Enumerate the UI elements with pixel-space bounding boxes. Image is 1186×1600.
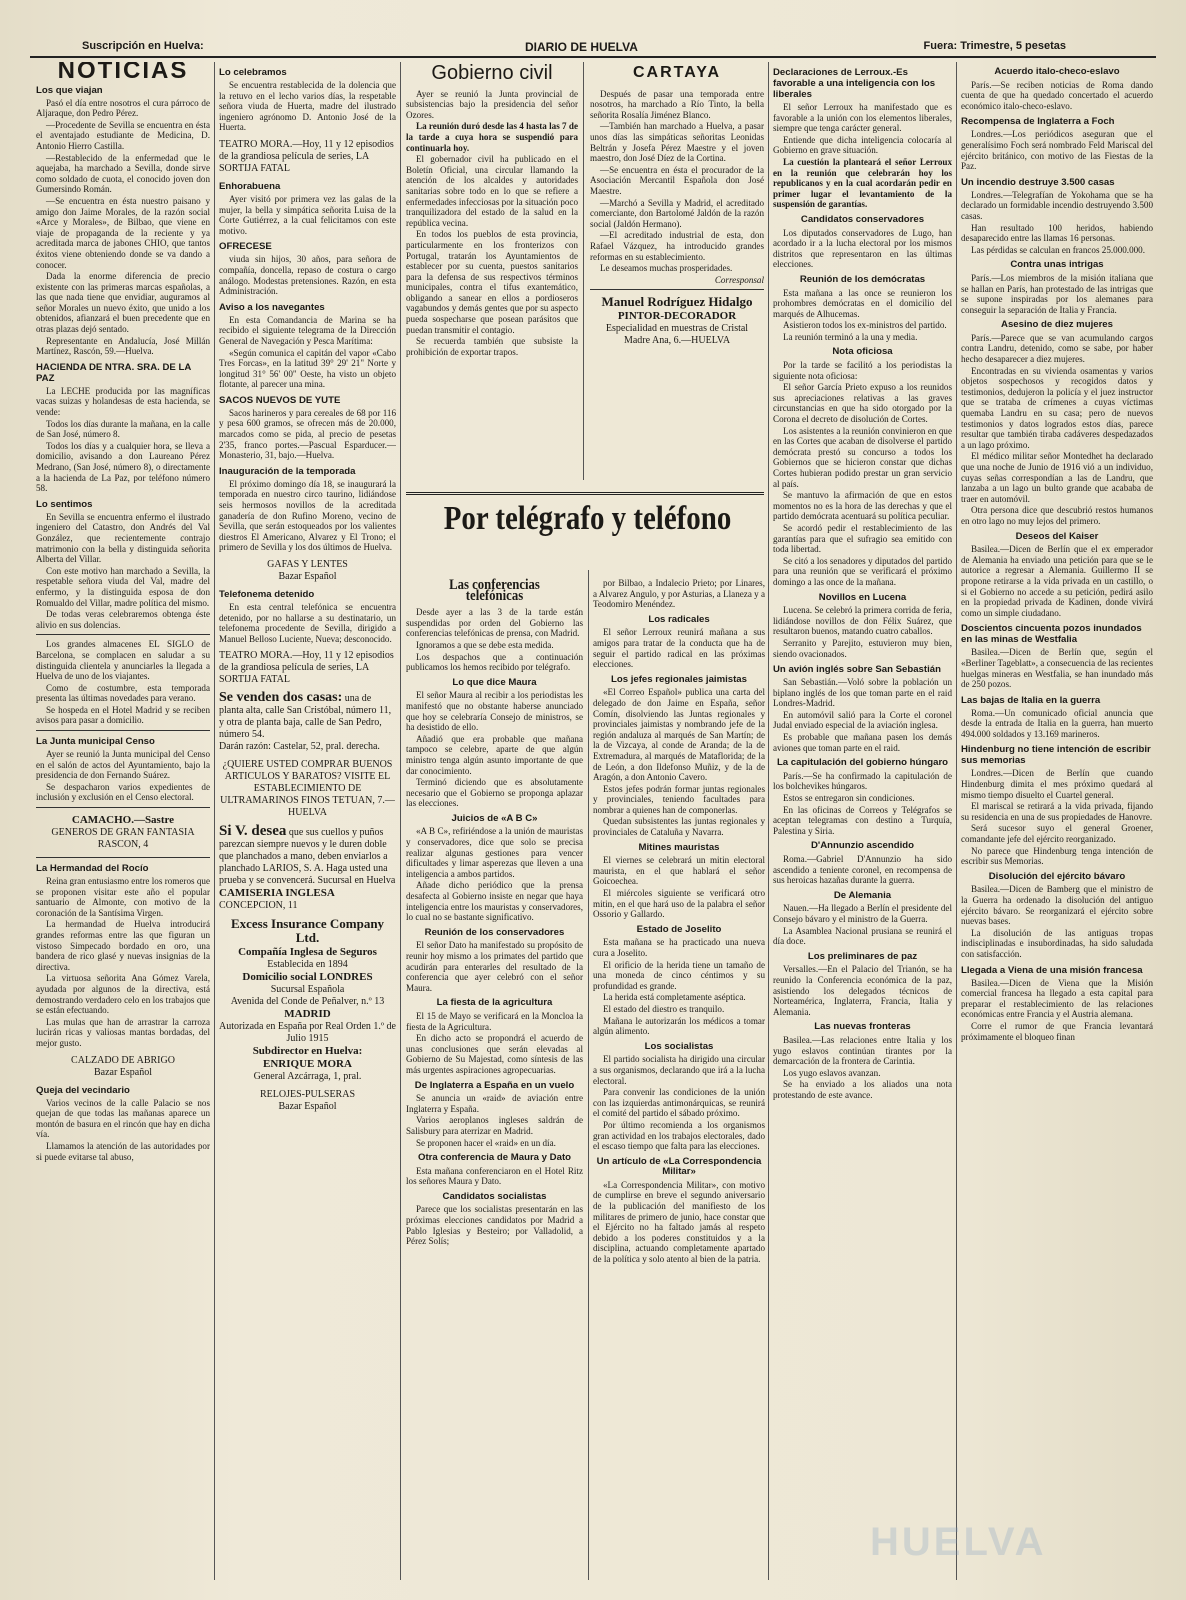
paragraph: El viernes se celebrará un mitin electoral maurista, en el que hablará el señor Goicoechea. [593,855,765,887]
paragraph: El orificio de la herida tiene un tamaño de una moneda de cinco céntimos y su profundidad es grande. [593,959,765,991]
column-3-top [406,62,578,480]
advert-line: Se venden dos casas: [219,690,343,706]
paragraph: por Bilbao, a Indalecio Prieto; por Linares, a Alvarez Angulo, y por Asturias, a Llaneza y a Teodomiro Menéndez. [593,578,765,610]
advert-camacho [36,814,210,851]
paragraph: Será sucesor suyo el general Groener, comandante jefe del ejército reorganizado. [961,823,1153,845]
headline: La capitulación del gobierno húngaro [776,757,949,769]
signature: Corresponsal [714,274,764,285]
headline: Las nuevas fronteras [814,1021,911,1033]
advert-ultramarinos: ¿QUIERE USTED COMPRAR BUENOS ARTICULOS Y BARATOS? VISITE EL ESTABLECIMIENTO DE ULTRAMARINOS FINOS TETUAN, 7.—HUELVA [220,759,395,819]
paragraph: Añade dicho periódico que la prensa desafecta al Gobierno insiste en negar que haya inteligencia entre los mauristas y conservadores, lo cual no se bastante significativo. [406,880,583,923]
column-rule [583,62,584,480]
paragraph: París.—Se reciben noticias de Roma dando cuenta de que ha quedado concertado el acuerdo económico italo-checo-eslavo. [961,79,1153,111]
advert-line: Darán razón: Castelar, 52, pral. derecha. [219,741,380,753]
headline: Enhorabuena [219,180,281,192]
paragraph: Varios vecinos de la calle Palacio se nos quejan de que todas las mañanas aparece un montón de basura en el rincón que hay en dicha vía. [36,1097,210,1140]
paragraph: Otra persona dice que descubrió restos humanos en otro lago no muy lejos del primero. [961,505,1153,526]
advert-line: Subdirector en Huelva: [252,1045,363,1058]
headline: Acuerdo italo-checo-eslavo [994,66,1120,77]
paragraph: La virtuosa señorita Ana Gómez Varela, ayudada por algunos de la directiva, está demostrando verdadero celo en los trabajos que se están efectuando. [36,973,210,1016]
advert-line: Establecida en 1894 [267,959,348,971]
paragraph: Los despachos que a continuación publicamos los hemos recibido por telégrafo. [406,651,583,673]
headline: Los socialistas [644,1040,714,1052]
paragraph: Ayer se reunió la Junta provincial de subsistencias bajo la presidencia del señor Ozores. [406,88,578,120]
advert-line: GENEROS DE GRAN FANTASIA [51,827,195,839]
masthead-price: Fuera: Trimestre, 5 pesetas [923,40,1066,52]
headline: Estado de Joselito [636,923,722,935]
paragraph: Se encuentra restablecida de la dolencia que la retuvo en el lecho varios días, la respetable señora viuda de Huerta, madre del ilustrado ingeniero agrónomo D. Antonio José de la Huerta. [219,80,396,133]
paragraph: El estado del diestro es tranquilo. [603,1003,725,1014]
paragraph: San Sebastián.—Voló sobre la población un biplano inglés de los que toman parte en el raid Londres-Madrid. [773,677,952,709]
advert-line: una de planta alta, calle San Cristóbal, número 11, y otra de planta baja, calle de San Pedro, número 54. [219,693,392,741]
advert-calzado [36,1055,210,1079]
headline: Un avión inglés sobre San Sebastián [773,664,941,676]
paragraph: Las pérdidas se calculan en francos 25.000.000. [971,244,1145,255]
paragraph: —Marchó a Sevilla y Madrid, el acreditado comerciante, don Bartolomé Jaldón de la razón social (Jaldón Hermano). [590,197,764,229]
paragraph: En las oficinas de Correos y Telégrafos se aceptan telegramas con destino a Turquía, Palestina y Siria. [773,804,952,836]
advert-line: PINTOR-DECORADOR [617,310,737,323]
paragraph: El partido socialista ha dirigido una circular a sus organismos, declarando que irá a la lucha electoral. [593,1054,765,1086]
headline: Nota oficiosa [832,346,893,358]
divider [36,857,210,858]
paragraph: Después de pasar una temporada entre nosotros, ha marchado a Río Tinto, la bella señorita Rosalía Jiménez Blanco. [590,88,764,120]
column-6 [961,62,1153,1580]
paragraph: —También han marchado a Huelva, a pasar unos días las simpáticas señoritas Leonidas Beltrán y Josefa Pérez Maestre y el joven maestro, don José Díez de la Cortina. [590,121,764,164]
advert-line: Haga usted una prueba y se convencerá. Sucursal en Huelva [219,863,396,887]
advert-line: ENRIQUE MORA [263,1058,352,1071]
advert-casas [219,692,396,753]
headline: Lo celebramos [219,67,287,78]
advert-line: Especialidad en muestras de Cristal [605,323,749,335]
column-rule [956,62,957,1580]
headline: Reunión de los demócratas [799,273,926,285]
paragraph: En Sevilla se encuentra enfermo el ilustrado ingeniero del Catastro, don Andrés del Val González, que recientemente contrajo matrimonio con la bella y distinguida señorita Alberta del Villar. [36,511,210,565]
headline: Llegada a Viena de una misión francesa [961,964,1143,976]
paragraph: Llamamos la atención de las autoridades por si puede evitarse tal abuso, [36,1140,210,1162]
paragraph: De todas veras celebraremos obtenga éste alivio en sus dolencias. [36,609,210,630]
masthead [30,38,1156,58]
headline: Telefonema detenido [219,589,315,600]
headline: HACIENDA DE NTRA. SRA. DE LA PAZ [36,361,191,384]
column-rule [588,570,589,1580]
paragraph: Por último recomienda a los organismos gran actividad en los trabajos electorales, dado el escaso tiempo que falta para las elecciones. [593,1119,765,1152]
column-1 [36,62,210,1580]
paragraph: Entiende que dicha inteligencia colocaría al Gobierno en grave situación. [773,134,952,156]
section-title: NOTICIAS [57,62,189,84]
paragraph: «El Correo Español» publica una carta del delegado de don Jaime en España, señor Comín, disolviendo las Juntas regionales y provinciales jaimistas y nombrando jefe de la región andaluza al marqués de San Martín; de la de Vizcaya, al conde de Aranda; de la de Extremadura, al marqués de Mataflorida; de la de León, a don Ildefonso Muñiz, y de la de Aragón, a don Antonio Cavero. [593,687,765,783]
headline: Asesino de diez mujeres [1001,319,1113,331]
paragraph: Representante en Andalucía, José Millán Martínez, Rascón, 59.—Huelva. [36,335,210,357]
column-rule [400,62,401,1580]
paragraph: Versalles.—En el Palacio del Trianón, se ha reunido la Conferencia económica de la paz, asistiendo los delegados técnicos de Norteamérica, Inglaterra, Francia, Italia y Alemania. [773,964,952,1017]
paragraph: El médico militar señor Montedhet ha declarado que una noche de Junio de 1916 vió a un individuo, cuyas señas correspondían a las de Landru, que lanzaba a un lago un bulto grande que acababa de traer en automóvil. [961,451,1153,504]
paragraph: Asistieron todos los ex-ministros del partido. [783,320,947,331]
archive-watermark: HUELVA [870,1520,1047,1564]
advert-planchado [219,825,396,912]
paragraph: Encontradas en su vivienda osamentas y varios objetos sospechosos y recogidos datos y testimonios, dedujeron la policía y el juez instructor que se trataba de crímenes a cuyas víctimas quemaba Landru en su casa; pero de nuevos testimonios y datos logrados estos días, parece resultar que también tiraba cadáveres despedazados a un lago próximo. [961,365,1153,450]
advert-line: que sus cuellos y puños parezcan siempre nuevos y le duren doble que planchados a mano, deben enviarlos a planchado LARIOS, S. A. [219,827,388,875]
paragraph: No parece que Hindenburg tenga intención de escribir sus Memorias. [961,845,1153,867]
paragraph: —El acreditado industrial de esta, don Rafael Vázquez, ha introducido grandes reformas en su establecimiento. [590,230,764,262]
paragraph: Con este motivo han marchado a Sevilla, la respetable señora viuda del Val, madre del enfermo, y la distinguida esposa de don Romualdo del Villar, madre política del mismo. [36,565,210,608]
headline: SACOS NUEVOS DE YUTE [219,394,341,406]
headline: Deseos del Kaiser [1015,530,1099,542]
paragraph: Basilea.—Las relaciones entre Italia y los yugo eslavos continúan tirantes por la demarcación de la frontera de Carintia. [773,1034,952,1067]
paragraph: Se citó a los senadores y diputados del partido para una reunión que se verificará el próximo domingo a las once de la mañana. [773,555,952,587]
column-5 [773,62,952,1580]
section-title: CARTAYA [632,64,722,81]
paragraph: Mañana le autorizarán los médicos a tomar algún alimento. [593,1015,765,1037]
paragraph: Le deseamos muchas prosperidades. [600,263,733,274]
headline: Los radicales [648,613,710,625]
headline: D'Annunzio ascendido [810,840,915,852]
advert-line: General Azcárraga, 1, pral. [253,1071,362,1083]
paragraph: Basilea.—Dicen de Viena que la Misión comercial francesa ha llegado a esta capital para preparar el restablecimiento de las relaciones económicas entre Francia y el Austria alemana. [961,977,1153,1020]
headline: Los preliminares de paz [807,950,918,962]
paragraph: Varios aeroplanos ingleses saldrán de Salisbury para aterrizar en Madrid. [406,1115,583,1136]
paragraph: Se proponen hacer el «raid» en un día. [416,1137,556,1148]
paragraph: Corre el rumor de que Francia levantará próximamente el bloqueo finan [961,1020,1153,1042]
advert-insurance [219,918,396,1083]
paragraph: La reunión terminó a la una y media. [783,331,918,342]
paragraph: Se hospeda en el Hotel Madrid y se reciben avisos para pasar a domicilio. [36,704,210,726]
divider [36,730,210,731]
paragraph: En esta Comandancia de Marina se ha recibido el siguiente telegrama de la Dirección General de Navegación y Pesca Marítima: [219,314,396,346]
advert-line: CONCEPCION, 11 [219,900,298,912]
paragraph: París.—Se ha confirmado la capitulación de los bolchevikes húngaros. [773,770,952,792]
paragraph: Los yugo eslavos avanzan. [783,1067,881,1078]
paragraph: La disolución de las antiguas tropas indisciplinadas e insubordinadas, ha sido saludada con satisfacción. [961,927,1153,959]
paragraph: Añadió que era probable que mañana tampoco se celebre, aparte de que algún ministro tenga algún asunto importante de que dar conocimiento. [406,733,583,776]
paragraph: El mariscal se retirará a la vida privada, fijando su residencia en una de sus propiedades de Hanovre. [961,801,1153,822]
advert-relojes [219,1089,396,1113]
headline: Doscientos cincuenta pozos inundados en las minas de Westfalia [961,623,1142,646]
column-2 [219,62,396,1580]
column-rule [768,62,769,1580]
paragraph: Los asistentes a la reunión convinieron en que en las Cortes que acaban de disolverse el partido demócrata prestó su concurso a todos los Gobiernos que se hicieron constar que dichas Cortes hubieran podido prestar un gran servicio al país. [773,425,952,489]
paragraph: Londres.—Dicen de Berlín que cuando Hindenburg dimita el mes próximo quedará al mismo tiempo disuelto el Cuartel general. [961,768,1153,800]
paragraph: En esta central telefónica se encuentra detenido, por no hallarse a su destinatario, un telefonema procedente de Sevilla, dirigido a Manuel Belloso Luciente, Nueva; desconocido. [219,602,396,644]
paragraph: Parece que los socialistas presentarán en las próximas elecciones candidatos por Madrid a Pablo Iglesias y Besteiro; por Valladolid, a Pérez Solís; [406,1204,583,1247]
paragraph: París.—Los miembros de la misión italiana que se hallan en París, han protestado de las intrigas que se supone inspiradas por los alemanes para conseguir la separación de Italia y Francia. [961,272,1153,315]
section-title: Gobierno civil [431,62,553,84]
paragraph: En automóvil salió para la Corte el coronel Judal enviado especial de la aviación inglesa. [773,709,952,731]
paragraph: Las mulas que han de arrastrar la carroza lucirán ricas y valiosas mantas bordadas, del mejor gusto. [36,1016,210,1048]
advert-line: RASCON, 4 [97,839,149,851]
headline: La Hermandad del Rocío [36,863,149,875]
paragraph: Estos jefes podrán formar juntas regionales y provinciales, teniendo facultades para nombrar a quienes han de componerlas. [593,783,765,815]
paragraph: «Según comunica el capitán del vapor «Cabo Tres Forcas», en la latitud 39° 29' 21" Norte y longitud 31° 56' 00" Oeste, ha visto un objeto flotante, al parecer una mina. [219,347,396,390]
advert-line: Madre Ana, 6.—HUELVA [623,335,731,347]
paragraph: Estos se entregaron sin condiciones. [783,793,915,804]
headline: Candidatos socialistas [442,1190,547,1202]
divider [36,807,210,808]
paragraph: Han resultado 100 heridos, habiendo desaparecido entre las llamas 16 personas. [961,222,1153,244]
paragraph: «A B C», refiriéndose a la unión de mauristas y conservadores, dice que solo se precisa realizar algunas gestiones para vencer dificultades y limar asperezas que lleven a una inteligencia a ambos partidos. [406,826,583,879]
paragraph: Sacos harineros y para cereales de 68 por 116 y pesa 600 gramos, se ofrecen más de 20.000, marcados como se pida, al precio de pesetas 2'35, franco portes.—Pascual Esparducer.—Monasterio, 31, bajo.—Huelva. [219,407,396,461]
advert-line: Autorizada en España por Real Orden 1.º de Julio 1915 [219,1021,396,1045]
paragraph: La hermandad de Huelva introducirá grandes reformas entre las que figuran un vistoso Simpecado bordado en oro, una bandera de rico glasé y nuevas insignias de la directiva. [36,919,210,972]
advert-line: CAMISERIA INGLESA [219,887,335,900]
headline: Un incendio destruye 3.500 casas [961,176,1115,188]
paragraph: Como de costumbre, esta temporada presenta las últimas novedades para verano. [36,682,210,704]
paragraph: Basilea.—Dicen de Berlín que el ex emperador de Alemania ha enviado una petición para que se le autorice a regresar a Alemania. Guillermo II se propone retirarse a la vida privada en un castillo, o si el Gobierno no accede a su petición, pedirá asilo en la propiedad privada de Kadinen, donde vivirá como un simple ciudadano. [961,544,1153,618]
headline: Lo que dice Maura [452,676,537,688]
headline: La Junta municipal Censo [36,736,155,748]
headline: OFRECESE [219,241,272,253]
paragraph: Roma.—Un comunicado oficial anuncia que desde la entrada de Italia en la guerra, han muerto 494.000 soldados y 13.169 marineros. [961,707,1153,739]
paragraph: Se anuncia un «raid» de aviación entre Inglaterra y España. [406,1093,583,1114]
paragraph: Esta mañana se ha practicado una nueva cura a Joselito. [593,937,765,958]
paragraph: Esta mañana conferenciaron en el Hotel Ritz los señores Maura y Dato. [406,1165,583,1187]
paragraph: El gobernador civil ha publicado en el Boletín Oficial, una circular llamando la atención de los alcaldes y autoridades sanitarias sobre todo en lo que se refiere a enfermedades infecciosas por la situación poco tranquilizadora del estado de la salud en la república vecina. [406,154,578,228]
headline: La fiesta de la agricultura [436,997,553,1009]
column-rule [214,62,215,1580]
paragraph: Se recuerda también que subsiste la prohibición de exportar trapos. [406,336,578,357]
headline: De Inglaterra a España en un vuelo [414,1079,575,1091]
paragraph: Serranito y Parejito, estuvieron muy bien, siendo ovacionados. [773,637,952,659]
divider [590,289,764,290]
paragraph: Ayer visitó por primera vez las galas de la mujer, la bella y simpática señorita Luisa de la Corte Gutiérrez, a la cual felicitamos con este motivo. [219,193,396,236]
advert-line: CAMACHO.—Sastre [71,814,175,827]
headline: Recompensa de Inglaterra a Foch [961,116,1115,128]
paragraph: La LECHE producida por las magníficas vacas suizas y holandesas de esta hacienda, se vende: [36,385,210,418]
headline: Hindenburg no tiene intención de escribir sus memorias [961,744,1151,767]
paragraph: Se acordó pedir el restablecimiento de las garantías para que el sufragio sea emitido con toda libertad. [773,522,952,555]
paragraph: —Se encuentra en ésta nuestro paisano y amigo don Jaime Morales, de la razón social «Arce y Morales», de Bilbao, que viene en viaje de propaganda de la reciente y ya acreditada marca de jabones CHIO, que tantos éxitos viene obteniendo donde se va dando a conocer. [36,195,210,270]
headline: Los jefes regionales jaimistas [611,673,747,685]
paragraph: La Asamblea Nacional prusiana se reunirá el día doce. [773,925,952,947]
paragraph: Reina gran entusiasmo entre los romeros que se proponen visitar este año el popular santuario de Almonte, con motivo de la coronación de la Santísima Virgen. [36,876,210,918]
column-4-top [590,62,764,480]
advert-gafas [219,559,396,583]
paragraph: Ayer se reunió la Junta municipal del Censo en el salón de actos del Ayuntamiento, bajo la presidencia de don Fernando Suárez. [36,749,210,781]
paragraph: —Se encuentra en ésta el procurador de la Asociación Mercantil Española don José Maestre. [590,164,764,196]
headline: Declaraciones de Lerroux.-Es favorable a una inteligencia con los liberales [773,67,936,100]
paragraph: El señor Lerroux ha manifestado que es favorable a la unión con los elementos liberales, siempre que tenga carácter general. [773,102,952,134]
paragraph: Dada la enorme diferencia de precio existente con las primeras marcas españolas, a las que nada tiene que envidiar, auguramos al señor Morales un nuevo éxito, que unido a los obtenidos, afianzará el buen precedente que en otras plazas dejó sentado. [36,271,210,335]
advert-line: RELOJES-PULSERAS [259,1089,355,1101]
paragraph: Esta mañana a las once se reunieron los prohombres demócratas en el domicilio del marqués de Alhucemas. [773,287,952,319]
advert-line: MADRID [284,1008,331,1021]
headline: Otra conferencia de Maura y Dato [417,1152,571,1164]
advert-line: Manuel Rodríguez Hidalgo [601,294,753,310]
paragraph: Se mantuvo la afirmación de que en estos momentos no es la hora de las derechas y que el partido demócrata acentuará su política peculiar. [773,490,952,522]
paragraph: En todos los pueblos de esta provincia, particularmente en los fronterizos con Portugal, tratarán los Ayuntamientos de establecer por su cuenta, puestos sanitarios para la defensa de sus respectivos términos municipales, contra el tifus exantemático, obligando a sanear en ellos a pordioseros vagabundos y demás gentes que por su aspecto pueda sospecharse que posean parásitos que puedan transmitir el contagio. [406,229,578,335]
paragraph: Ignoramos a que se debe esta medida. [416,639,554,650]
paragraph: El señor Dato ha manifestado su propósito de reunir hoy mismo a los primates del partido que acudirán para enterarles del resultado de la conferencia que ayer celebró con el señor Maura. [406,940,583,993]
paragraph: París.—Parece que se van acumulando cargos contra Landru, detenido, como se sabe, por haber hecho desaparecer a diez mujeres. [961,332,1153,365]
paragraph: El próximo domingo día 18, se inaugurará la temporada en nuestro circo taurino, lidiándose seis hermosos novillos de la acreditada ganadería de don Rufino Moreno, vecino de Sevilla, que serán estoqueados por los valientes diestros El Americano, Alvarez y El Trono; el primero de Sevilla y los dos últimos de Huelva. [219,478,396,553]
paragraph: Los diputados conservadores de Lugo, han acordado ir a la lucha electoral por los mismos distritos que representaron en las últimas elecciones. [773,227,952,270]
paragraph: Es probable que mañana pasen los demás aviones que toman parte en el raid. [773,732,952,753]
headline: Candidatos conservadores [800,213,925,225]
headline: Aviso a los navegantes [219,301,325,313]
main-headline: Por telégrafo y teléfono [443,500,732,537]
paragraph: Roma.—Gabriel D'Annunzio ha sido ascendido a teniente coronel, en recompensa de sus heroicas hazañas durante la guerra. [773,854,952,886]
paragraph: Nauen.—Ha llegado a Berlín el presidente del Consejo bávaro y el ministro de la Guerra. [773,903,952,924]
column-3-bottom [406,578,583,1580]
headline: Juicios de «A B C» [451,812,538,824]
paragraph: Londres.—Telegrafían de Yokohama que se ha declarado un formidable incendio destruyendo 3.500 casas. [961,189,1153,221]
paragraph: Desde ayer a las 3 de la tarde están suspendidas por orden del Gobierno las conferencias telefónicas de prensa, con Madrid. [406,607,583,639]
paragraph: La cuestión la planteará el señor Lerroux en la reunión que celebrarán hoy los republicanos y en la cual acordarán pedir en primer lugar el levantamiento de la suspensión de garantías. [773,156,952,210]
advert-line: Si V. desea [219,823,287,840]
headline: Novillos en Lucena [818,591,907,603]
paragraph: Pasó el día entre nosotros el cura párroco de Aljaraque, don Pedro Pérez. [36,97,210,119]
divider [36,634,210,635]
paragraph: —Restablecido de la enfermedad que le aquejaba, ha marchado a Sevilla, donde sirve como soldado de cuota, el conocido joven don Gumersindo Román. [36,152,210,195]
paragraph: Basilea.—Dicen de Berlín que, según el «Berliner Tageblatt», a consecuencia de las recientes huelgas mineras en Westfalia, se han inundado más de 250 pozos. [961,647,1153,690]
paragraph: Lucena. Se celebró la primera corrida de feria, lidiándose novillos de don Félix Suárez, que resultaron buenos, matando cuatro caballos. [773,605,952,637]
paragraph: Por la tarde se facilitó a los periodistas la siguiente nota oficiosa: [773,360,952,381]
headline: De Alemania [833,889,892,901]
headline-rule [406,492,764,495]
paragraph: El miércoles siguiente se verificará otro mitin, en el que hará uso de la palabra el señor Ossorio y Gallardo. [593,888,765,920]
advert-line: Bazar Español [278,571,337,582]
advert-teatro: TEATRO MORA.—Hoy, 11 y 12 episodios de la grandiosa película de series, LA SORTIJA FATAL [219,650,394,686]
headline: Reunión de los conservadores [424,926,565,938]
advert-teatro: TEATRO MORA.—Hoy, 11 y 12 episodios de la grandiosa película de series, LA SORTIJA FATAL [219,138,394,174]
advert-line: GAFAS Y LENTES [267,559,348,570]
paragraph: Los grandes almacenes EL SIGLO de Barcelona, se complacen en saludar a su distinguida clientela y anunciarles la llegada a Huelva de uno de los viajantes. [36,639,210,682]
paragraph: Quedan subsistentes las juntas regionales y provinciales de Cataluña y Navarra. [593,816,765,838]
masthead-subscription: Suscripción en Huelva: [82,40,204,52]
paragraph: El 15 de Mayo se verificará en la Moncloa la fiesta de la Agricultura. [406,1010,583,1032]
paragraph: El señor Lerroux reunirá mañana a sus amigos para tratar de la conducta que ha de seguir el partido radical en las próximas elecciones. [593,627,765,670]
advert-line: Avenida del Conde de Peñalver, n.º 13 [230,996,385,1008]
headline: Mitines mauristas [638,841,720,853]
paragraph: Terminó diciendo que es absolutamente necesario que el Gobierno se proponga aplazar las elecciones. [406,777,583,809]
paragraph: La herida está completamente aséptica. [603,992,746,1003]
paragraph: Para convenir las condiciones de la unión con las izquierdas antimonárquicas, se reunirá el comité del partido el sábado próximo. [593,1087,765,1119]
headline: Contra unas intrigas [1010,259,1104,271]
advert-line: Bazar Español [278,1101,337,1113]
paragraph: «La Correspondencia Militar», con motivo de cumplirse en breve el segundo aniversario de la publicación del manifiesto de los militares de primero de junio, hace constar que el Ejército no ha faltado jamás al respeto debido a los poderes constituidos y a la disciplina, actuando completamente apartado de la política y solo atento al bien de la patria. [593,1179,765,1265]
advert-line: Domicilio social LONDRES [242,971,373,984]
advert-line: Bazar Español [93,1066,153,1078]
paragraph: Se despacharon varios expedientes de inclusión y exclusión en el Censo electoral. [36,781,210,803]
headline: Inauguración de la temporada [219,465,356,477]
advert-line: Compañía Inglesa de Seguros [238,946,377,959]
paragraph: El señor García Prieto expuso a los reunidos sus apreciaciones relativas a las graves circunstancias en que ha sido otorgado por la Corona el decreto de disolución de Cortes. [773,382,952,425]
paragraph: En dicho acto se propondrá el acuerdo de unas conclusiones que serán elevadas al Gobierno de Su Majestad, como síntesis de las más urgentes aspiraciones agropecuarias. [406,1033,583,1075]
paragraph: —Procedente de Sevilla se encuentra en ésta el aventajado estudiante de Medicina, D. Antonio Hierro Castilla. [36,119,210,151]
masthead-title: DIARIO DE HUELVA [525,40,638,54]
advert-pintor [590,296,764,347]
paragraph: Londres.—Los periódicos aseguran que el generalísimo Foch será nombrado Feld Mariscal del ejército británico, con motivo de las Fiestas de la Paz. [961,129,1153,172]
advert-line: Excess Insurance Company Ltd. [230,916,385,946]
paragraph: viuda sin hijos, 30 años, para señora de compañía, doncella, repaso de costura o cargo análogo. Modestas pretensiones. Razón, en esta Administración. [219,254,396,297]
headline: Lo sentimos [36,498,93,510]
headline: Las bajas de Italia en la guerra [961,694,1101,706]
paragraph: El señor Maura al recibir a los periodistas les manifestó que no obstante haberse anunciado que hoy se celebraría Consejo de ministros, se ha desistido de ello. [406,690,583,733]
paragraph: La reunión duró desde las 4 hasta las 7 de la tarde a cuya hora se suspendió para continuarla hoy. [406,121,578,153]
headline: Disolución del ejército bávaro [988,870,1126,882]
advert-line: CALZADO DE ABRIGO [71,1054,175,1066]
paragraph: Todos los días durante la mañana, en la calle de San José, número 8. [36,418,210,440]
section-title: Las conferencias telefónicas [449,578,540,604]
headline: Los que viajan [36,84,103,96]
paragraph: Basilea.—Dicen de Bamberg que el ministro de la Guerra ha ordenado la disolución del antiguo ejército bávaro. Se reorganizará el ejército sobre nuevas bases. [961,884,1153,927]
paragraph: Todos los días y a cualquier hora, se lleva a domicilio, avisando a don Laureano Pérez Medrano, (San José, número 8), o directamente a la hacienda de La Paz, por teléfono número 58. [36,440,210,494]
advert-line: Sucursal Española [270,984,345,996]
paragraph: Se ha enviado a los aliados una nota protestando de este avance. [773,1079,952,1100]
headline: Un artículo de «La Correspondencia Militar» [596,1155,762,1178]
column-4-bottom [593,578,765,1580]
headline: Queja del vecindario [36,1084,130,1096]
